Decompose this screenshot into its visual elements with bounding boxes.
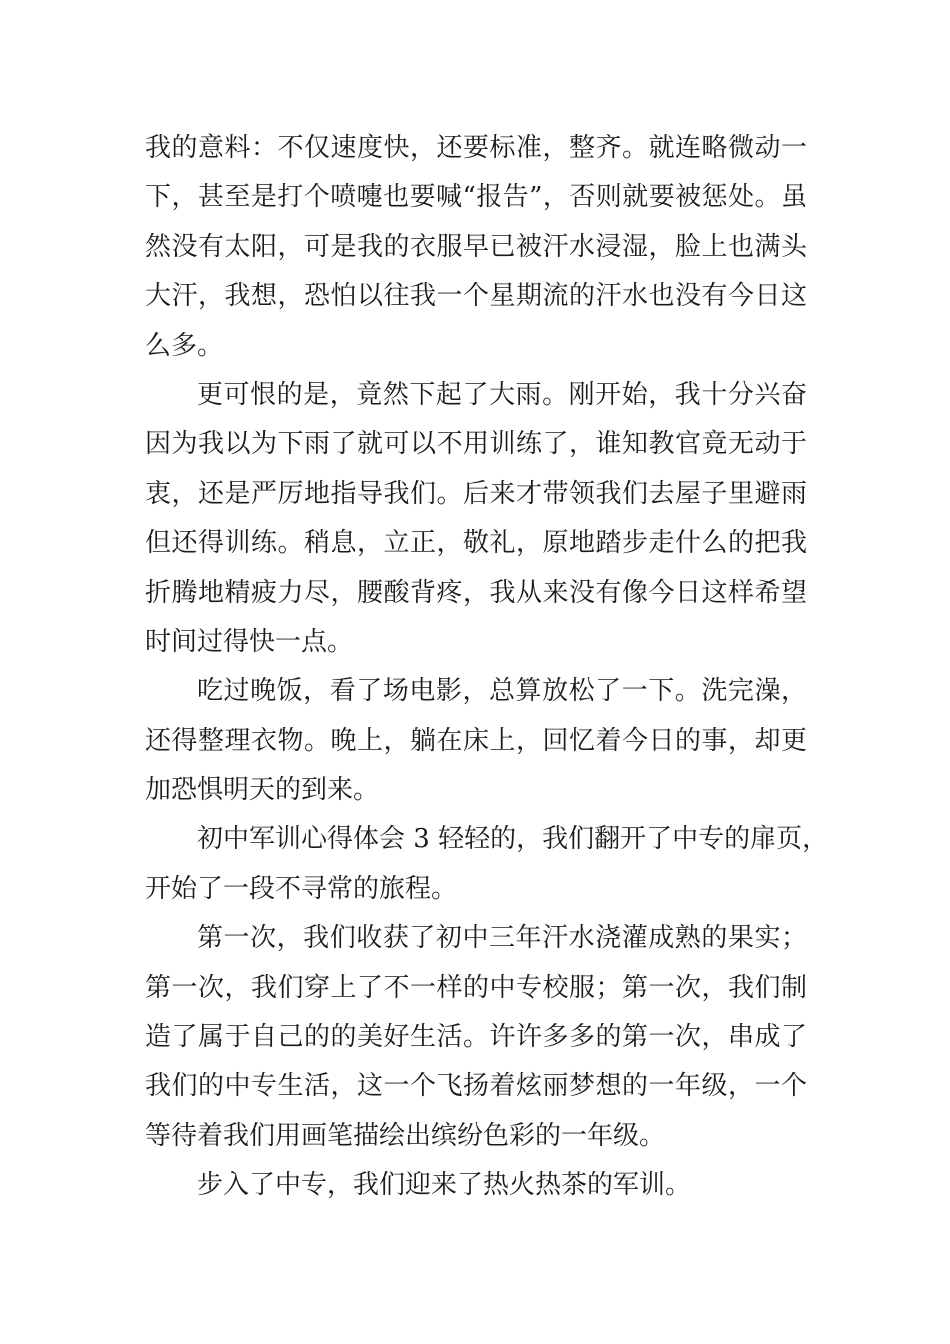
paragraph-3-line-1: 吃过晚饭，看了场电影，总算放松了一下。洗完澡， [197,676,807,707]
paragraph-1-line-5: 么多。 [145,330,224,361]
paragraph-2-line-3: 衷，还是严厉地指导我们。后来才带领我们去屋子里避雨 [145,478,807,509]
paragraph-4-line-2: 开始了一段不寻常的旅程。 [145,873,458,904]
paragraph-3-line-2: 还得整理衣物。晚上，躺在床上，回忆着今日的事，却更 [145,725,807,756]
paragraph-5-line-5: 等待着我们用画笔描绘出缤纷色彩的一年级。 [145,1120,666,1151]
paragraph-6-line-1: 步入了中专，我们迎来了热火热茶的军训。 [197,1170,692,1201]
paragraph-1-line-1: 我的意料：不仅速度快，还要标准，整齐。就连略微动一 [145,133,807,163]
document-body [145,124,829,1211]
paragraph-5-line-4: 我们的中专生活，这一个飞扬着炫丽梦想的一年级，一个 [145,1071,807,1102]
paragraph-2-line-2: 因为我以为下雨了就可以不用训练了，谁知教官竟无动于 [145,429,807,460]
paragraph-5-line-2: 第一次，我们穿上了不一样的中专校服；第一次，我们制 [145,972,807,1003]
paragraph-5-line-1: 第一次，我们收获了初中三年汗水浇灌成熟的果实； [197,923,807,954]
paragraph-2-line-4: 但还得训练。稍息，立正，敬礼，原地踏步走什么的把我 [145,528,807,559]
paragraph-1-line-4: 大汗，我想，恐怕以往我一个星期流的汗水也没有今日这 [145,281,807,312]
paragraph-2-line-5: 折腾地精疲力尽，腰酸背疼，我从来没有像今日这样希望 [145,577,807,608]
paragraph-3-line-3: 加恐惧明天的到来。 [145,775,380,806]
paragraph-4-line-1: 初中军训心得体会 3 轻轻的，我们翻开了中专的扉页， [197,824,829,855]
paragraph-5-line-3: 造了属于自己的的美好生活。许许多多的第一次，串成了 [145,1022,807,1053]
paragraph-2-line-6: 时间过得快一点。 [145,626,354,657]
paragraph-1-line-2: 下，甚至是打个喷嚏也要喊“报告”，否则就要被惩处。虽 [145,182,807,213]
paragraph-1-line-3: 然没有太阳，可是我的衣服早已被汗水浸湿，脸上也满头 [145,231,807,262]
paragraph-2-line-1: 更可恨的是，竟然下起了大雨。刚开始，我十分兴奋 [197,379,807,410]
